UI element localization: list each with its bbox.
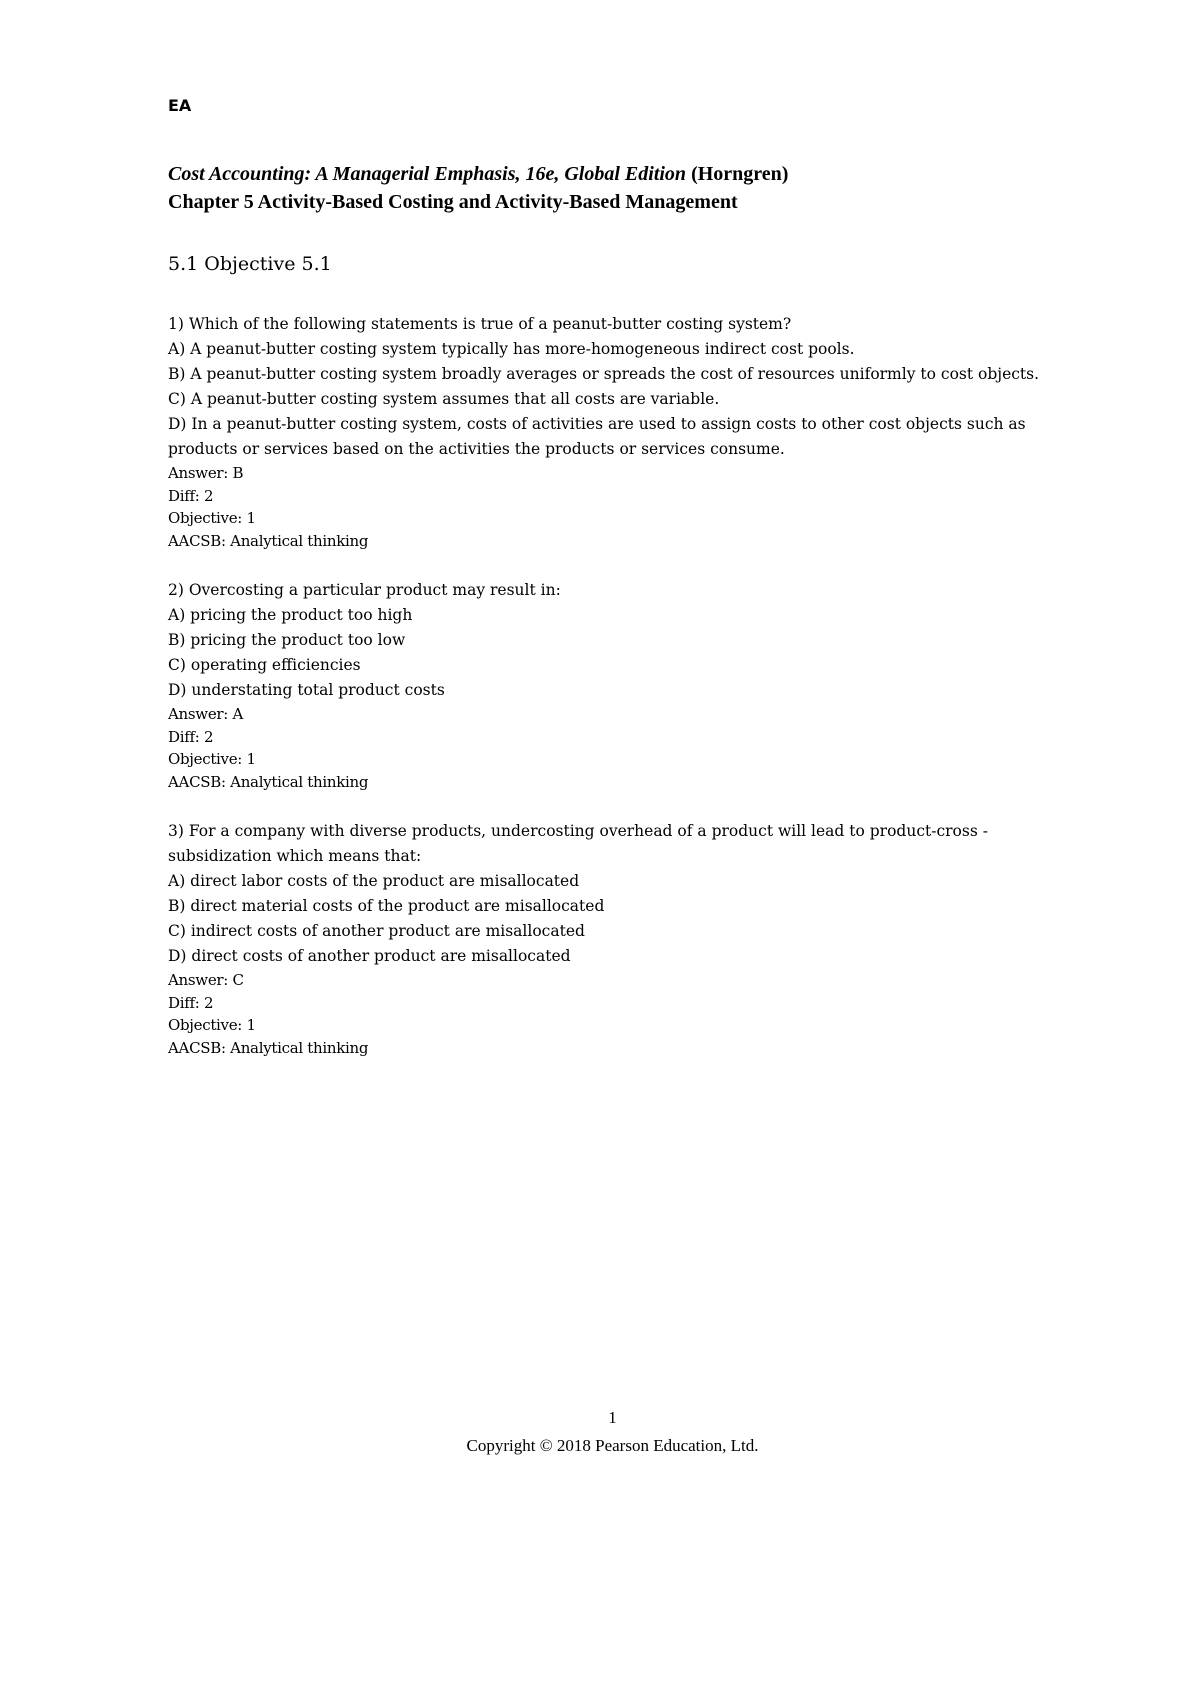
- aacsb: AACSB: Analytical thinking: [168, 772, 369, 791]
- objective: Objective: 1: [168, 1016, 256, 1034]
- aacsb: AACSB: Analytical thinking: [168, 531, 369, 550]
- header-tag: EA: [168, 96, 192, 115]
- question-stem: 1) Which of the following statements is true of a peanut-butter costing system?: [168, 315, 792, 333]
- option-a: A) direct labor costs of the product are misallocated: [168, 872, 580, 890]
- objective: Objective: 1: [168, 750, 256, 768]
- copyright: Copyright © 2018 Pearson Education, Ltd.: [466, 1436, 759, 1455]
- book-title-italic: Cost Accounting: A Managerial Emphasis, 16e, Global Edition: [168, 163, 687, 185]
- aacsb: AACSB: Analytical thinking: [168, 1038, 369, 1057]
- option-b: B) pricing the product too low: [168, 631, 406, 649]
- question-2: [168, 578, 1048, 793]
- option-c: C) A peanut-butter costing system assumes that all costs are variable.: [168, 390, 720, 408]
- book-author: (Horngren): [691, 163, 789, 185]
- difficulty: Diff: 2: [168, 993, 214, 1012]
- answer: Answer: A: [168, 705, 244, 723]
- book-title: [168, 163, 788, 186]
- objective: Objective: 1: [168, 509, 256, 527]
- chapter-heading: Chapter 5 Activity-Based Costing and Activity-Based Management: [168, 191, 738, 213]
- question-1: [168, 312, 1048, 552]
- page-number: 1: [608, 1408, 617, 1427]
- option-a: A) pricing the product too high: [168, 606, 413, 624]
- answer: Answer: B: [168, 464, 244, 482]
- option-a: A) A peanut-butter costing system typically has more-homogeneous indirect cost pools.: [168, 340, 855, 358]
- difficulty: Diff: 2: [168, 486, 214, 505]
- option-b: B) A peanut-butter costing system broadly averages or spreads the cost of resources uniformly to cost objects.: [168, 365, 1040, 383]
- section-heading: 5.1 Objective 5.1: [168, 253, 332, 275]
- question-list: [168, 312, 1048, 1085]
- question-stem: 2) Overcosting a particular product may result in:: [168, 581, 561, 599]
- option-c: C) operating efficiencies: [168, 656, 361, 674]
- question-stem: 3) For a company with diverse products, undercosting overhead of a product will lead to product-cross - subsidization which means that:: [168, 822, 988, 865]
- option-d: D) understating total product costs: [168, 681, 445, 699]
- option-d: D) direct costs of another product are misallocated: [168, 947, 571, 965]
- option-d: D) In a peanut-butter costing system, costs of activities are used to assign costs to other cost objects such as products or services based on the activities the products or services consume.: [168, 415, 1026, 458]
- question-3: [168, 819, 1048, 1059]
- difficulty: Diff: 2: [168, 727, 214, 746]
- option-c: C) indirect costs of another product are misallocated: [168, 922, 585, 940]
- answer: Answer: C: [168, 971, 244, 989]
- option-b: B) direct material costs of the product are misallocated: [168, 897, 605, 915]
